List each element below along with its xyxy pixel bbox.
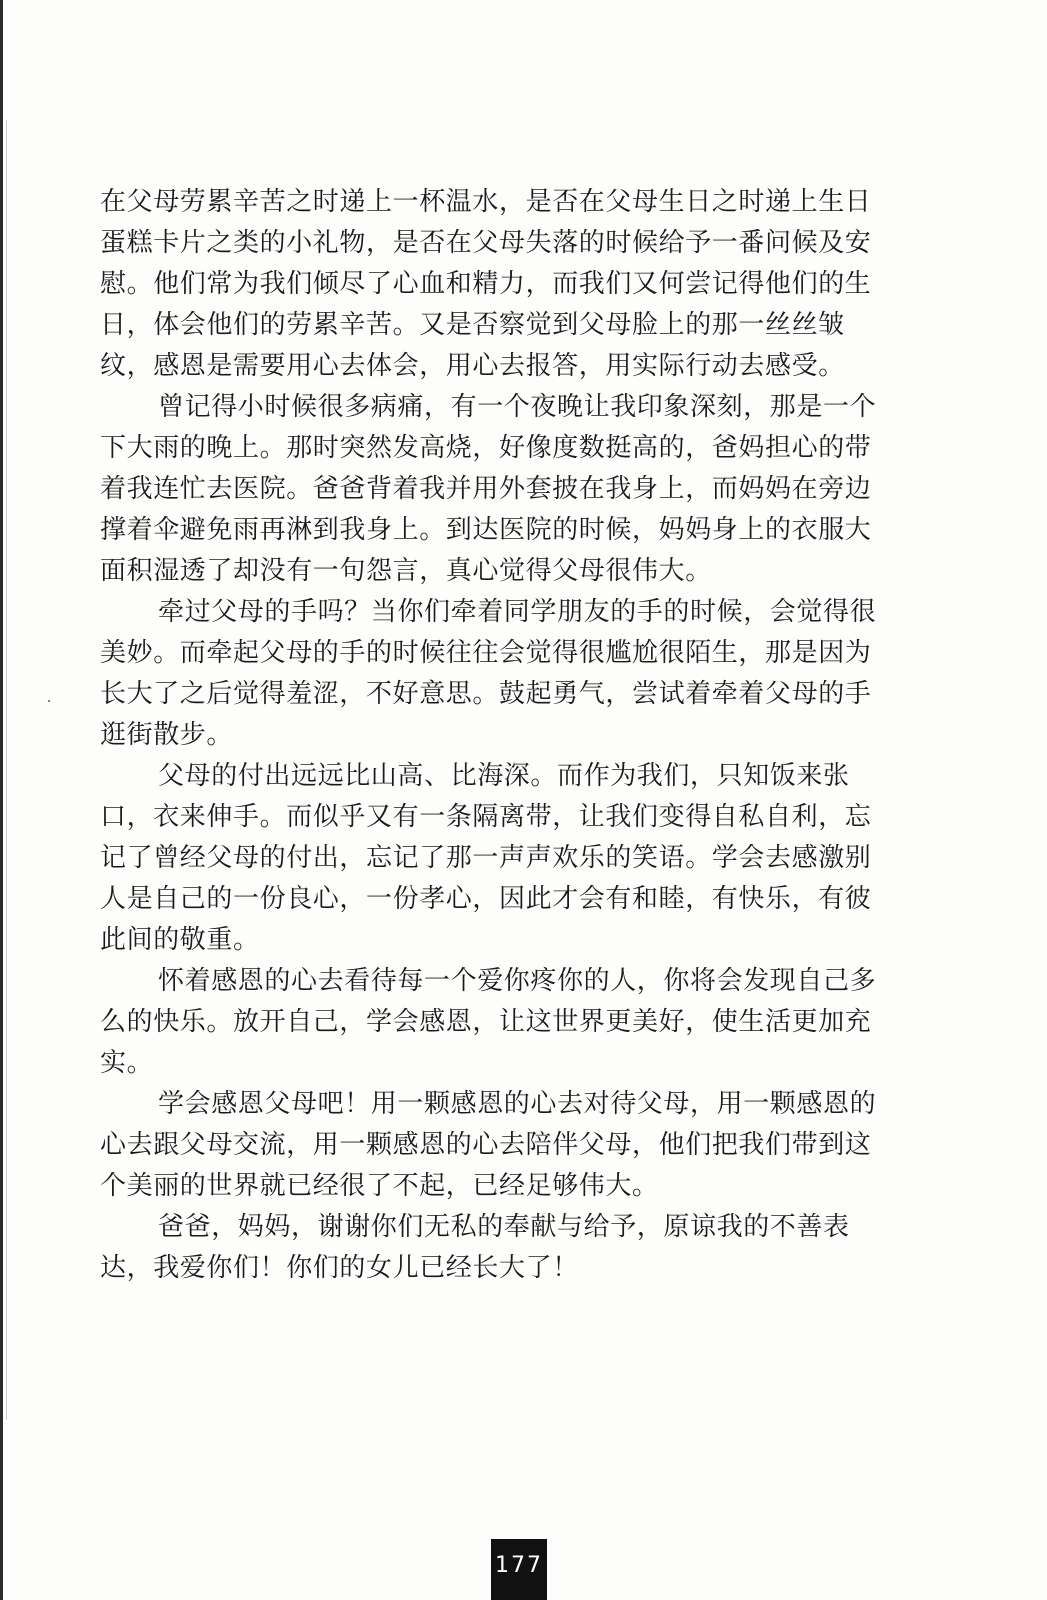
text-line: 父母的付出远远比山高、比海深。而作为我们，只知饭来张 xyxy=(158,761,850,791)
text-line: 此间的敬重。 xyxy=(100,925,260,955)
text-line: 撑着伞避免雨再淋到我身上。到达医院的时候，妈妈身上的衣服大 xyxy=(100,515,872,545)
paragraph xyxy=(100,961,915,1084)
paragraph xyxy=(100,1207,915,1289)
text-line: 蛋糕卡片之类的小礼物，是否在父母失落的时候给予一番问候及安 xyxy=(100,228,872,258)
paragraph xyxy=(100,1084,915,1207)
page-number: 177 xyxy=(491,1539,547,1600)
text-line: 美妙。而牵起父母的手的时候往往会觉得很尴尬很陌生，那是因为 xyxy=(100,638,872,668)
text-line: 着我连忙去医院。爸爸背着我并用外套披在我身上，而妈妈在旁边 xyxy=(100,474,872,504)
text-line: 爸爸，妈妈，谢谢你们无私的奉献与给予，原谅我的不善表 xyxy=(158,1212,850,1242)
page-binding-edge xyxy=(0,0,3,1600)
scan-speck xyxy=(48,700,50,702)
text-line: 个美丽的世界就已经很了不起，已经足够伟大。 xyxy=(100,1171,659,1201)
text-line: 实。 xyxy=(100,1048,154,1078)
text-line: 曾记得小时候很多病痛，有一个夜晚让我印象深刻，那是一个 xyxy=(158,392,877,422)
text-line: 牵过父母的手吗？当你们牵着同学朋友的手的时候，会觉得很 xyxy=(158,597,877,627)
text-line: 口，衣来伸手。而似乎又有一条隔离带，让我们变得自私自利，忘 xyxy=(100,802,872,832)
paragraph xyxy=(100,182,915,387)
text-line: 怀着感恩的心去看待每一个爱你疼你的人，你将会发现自己多 xyxy=(158,966,877,996)
page-shadow-line xyxy=(6,120,7,1420)
text-line: 逛街散步。 xyxy=(100,720,234,750)
text-line: 记了曾经父母的付出，忘记了那一声声欢乐的笑语。学会去感激别 xyxy=(100,843,872,873)
text-line: 下大雨的晚上。那时突然发高烧，好像度数挺高的，爸妈担心的带 xyxy=(100,433,872,463)
text-line: 在父母劳累辛苦之时递上一杯温水，是否在父母生日之时递上生日 xyxy=(100,187,872,217)
paragraph xyxy=(100,756,915,961)
text-line: 么的快乐。放开自己，学会感恩，让这世界更美好，使生活更加充 xyxy=(100,1007,872,1037)
text-line: 人是自己的一份良心，一份孝心，因此才会有和睦，有快乐，有彼 xyxy=(100,884,872,914)
text-line: 日，体会他们的劳累辛苦。又是否察觉到父母脸上的那一丝丝皱 xyxy=(100,310,845,340)
text-line: 学会感恩父母吧！用一颗感恩的心去对待父母，用一颗感恩的 xyxy=(158,1089,877,1119)
paragraph xyxy=(100,387,915,592)
text-line: 达，我爱你们！你们的女儿已经长大了！ xyxy=(100,1253,579,1283)
paragraph xyxy=(100,592,915,756)
text-line: 纹，感恩是需要用心去体会，用心去报答，用实际行动去感受。 xyxy=(100,351,845,381)
text-line: 慰。他们常为我们倾尽了心血和精力，而我们又何尝记得他们的生 xyxy=(100,269,872,299)
text-line: 心去跟父母交流，用一颗感恩的心去陪伴父母，他们把我们带到这 xyxy=(100,1130,872,1160)
body-text xyxy=(100,182,915,1289)
text-line: 面积湿透了却没有一句怨言，真心觉得父母很伟大。 xyxy=(100,556,712,586)
text-line: 长大了之后觉得羞涩，不好意思。鼓起勇气，尝试着牵着父母的手 xyxy=(100,679,872,709)
